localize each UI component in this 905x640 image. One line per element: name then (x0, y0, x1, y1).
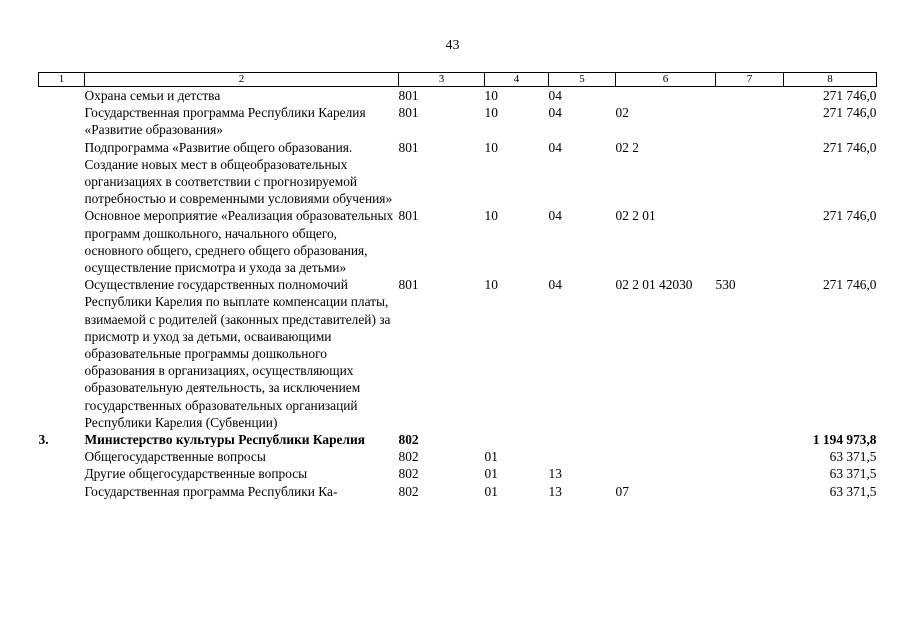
row-number (39, 465, 85, 482)
row-number (39, 448, 85, 465)
table-row (39, 431, 877, 448)
section-code: 10 (484, 88, 498, 103)
amount: 271 746,0 (822, 139, 877, 155)
amount: 271 746,0 (822, 277, 877, 293)
expense-type-code (716, 465, 784, 482)
section-code: 10 (484, 208, 498, 224)
subsection-code (549, 448, 616, 465)
target-article-code (616, 431, 716, 448)
target-article-code: 02 2 01 (615, 208, 656, 224)
admin-code: 801 (398, 88, 419, 103)
table-row (39, 104, 877, 138)
table-row (39, 276, 877, 431)
target-article-code (616, 87, 716, 105)
item-name: Другие общегосударственные вопросы (84, 466, 308, 482)
item-name: Осуществление государственных полномочий Республики Карелия по выплате компенсации платы, взимаемой с родителей (законных представителей) за присмотр и уход за детьми, осваивающими образовательные программы дошкольного образования в организациях, осуществляющих образовательную деятельность, за исключением государственных образовательных организаций Республики Карелия (Субвенции) (84, 277, 391, 430)
table-row (39, 207, 877, 276)
target-article-code: 02 2 01 42030 (615, 277, 693, 293)
admin-code: 801 (398, 208, 419, 224)
table-row (39, 483, 877, 500)
item-name: Охрана семьи и детства (84, 88, 221, 103)
subsection-code: 13 (548, 483, 562, 499)
header-cell-4: 4 (485, 73, 549, 87)
header-cell-1: 1 (39, 73, 85, 87)
target-article-code (616, 465, 716, 482)
table-row (39, 139, 877, 208)
header-cell-3: 3 (399, 73, 485, 87)
admin-code: 801 (398, 277, 419, 293)
table-row (39, 465, 877, 482)
admin-code: 802 (398, 449, 419, 465)
admin-code: 801 (398, 105, 419, 121)
header-cell-7: 7 (716, 73, 784, 87)
header-cell-5: 5 (549, 73, 616, 87)
subsection-code: 13 (548, 466, 562, 482)
expense-type-code (716, 104, 784, 138)
expense-type-code: 530 (715, 277, 736, 293)
section-code: 01 (484, 466, 498, 482)
admin-code: 802 (398, 432, 419, 448)
target-article-code: 02 2 (615, 139, 639, 155)
subsection-code (549, 431, 616, 448)
expense-type-code (716, 139, 784, 208)
admin-code: 802 (398, 466, 419, 482)
item-name: Подпрограмма «Развитие общего образования. Создание новых мест в общеобразовательных организациях в соответствии с прогнозируемой потребностью и современными условиями обучения» (84, 139, 393, 207)
item-name: Министерство культуры Республики Карелия (84, 432, 365, 448)
row-number (39, 104, 85, 138)
amount: 63 371,5 (829, 466, 877, 482)
row-number (39, 483, 85, 500)
page-number: 43 (445, 38, 460, 53)
subsection-code: 04 (548, 88, 562, 103)
subsection-code: 04 (548, 277, 562, 293)
subsection-code: 04 (548, 139, 562, 155)
amount: 63 371,5 (829, 449, 877, 465)
header-cell-8: 8 (784, 73, 877, 87)
target-article-code: 07 (615, 483, 629, 499)
expense-type-code (716, 87, 784, 105)
target-article-code: 02 (615, 105, 629, 121)
amount: 1 194 973,8 (812, 432, 877, 448)
section-code: 10 (484, 139, 498, 155)
section-code (485, 431, 549, 448)
expense-type-code (716, 448, 784, 465)
table-row (39, 87, 877, 105)
expense-type-code (716, 431, 784, 448)
amount: 271 746,0 (822, 88, 877, 103)
row-number (39, 87, 85, 105)
section-code: 10 (484, 277, 498, 293)
table-row (39, 448, 877, 465)
target-article-code (616, 448, 716, 465)
budget-table (38, 72, 877, 500)
subsection-code: 04 (548, 208, 562, 224)
item-name: Государственная программа Республики Карелия «Развитие образования» (84, 105, 366, 138)
item-name: Государственная программа Республики Ка- (84, 483, 338, 499)
row-number (39, 139, 85, 208)
admin-code: 802 (398, 483, 419, 499)
amount: 271 746,0 (822, 208, 877, 224)
item-name: Основное мероприятие «Реализация образовательных программ дошкольного, начального общего, основного общего, среднего общего образования, осуществление присмотра и ухода за детьми» (84, 208, 394, 276)
row-number (39, 207, 85, 276)
header-cell-2: 2 (85, 73, 399, 87)
expense-type-code (716, 207, 784, 276)
section-code: 01 (484, 449, 498, 465)
section-code: 01 (484, 483, 498, 499)
row-number (39, 276, 85, 431)
amount: 271 746,0 (822, 105, 877, 121)
column-number-header (39, 73, 877, 87)
section-code: 10 (484, 105, 498, 121)
amount: 63 371,5 (829, 483, 877, 499)
admin-code: 801 (398, 139, 419, 155)
header-cell-6: 6 (616, 73, 716, 87)
item-name: Общегосударственные вопросы (84, 449, 266, 465)
subsection-code: 04 (548, 105, 562, 121)
row-number: 3. (38, 432, 49, 448)
expense-type-code (716, 483, 784, 500)
